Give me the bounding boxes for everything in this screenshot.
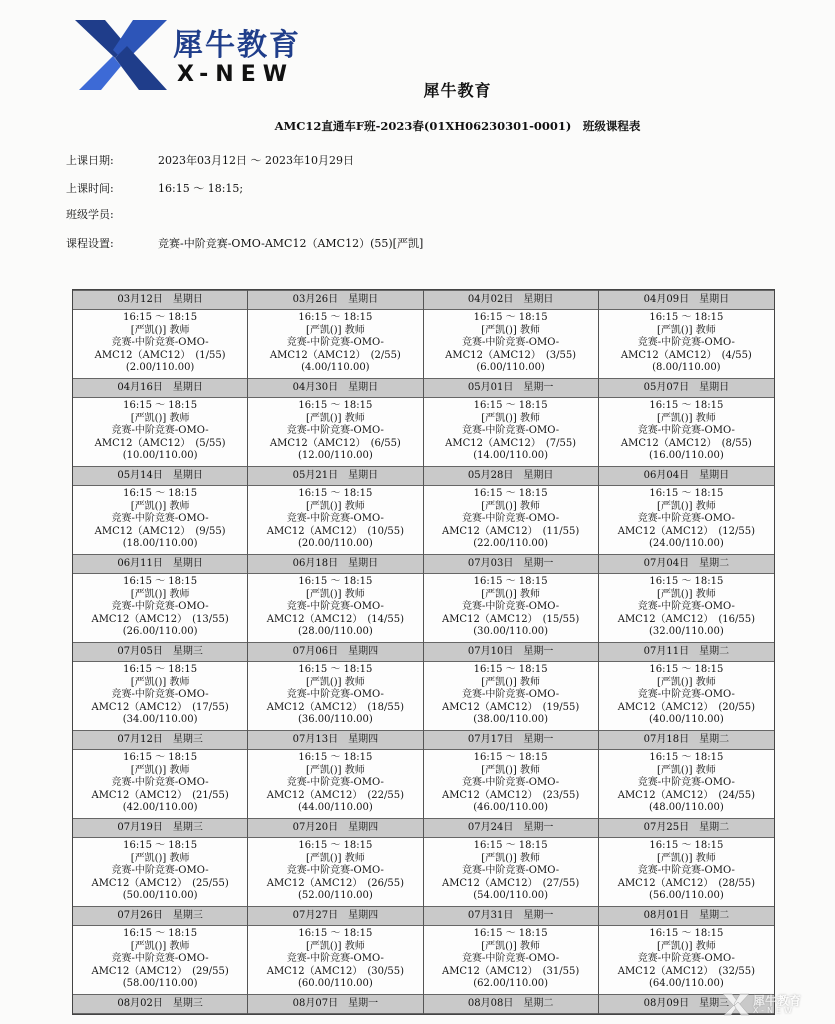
session-date-header: 08月08日 星期二 [424,994,598,1014]
schedule-cell [73,906,248,994]
session-date-header: 06月04日 星期日 [599,466,774,486]
session-lesson: AMC12（AMC12） (3/55) [445,349,577,361]
session-teacher: [严凯()] 教师 [130,764,190,776]
session-time: 16:15 ～ 18:15 [298,576,373,587]
info-label: 班级学员: [66,208,114,221]
session-lesson: AMC12（AMC12） (14/55) [266,613,405,625]
session-course: 竞赛-中阶竞赛-OMO- [286,689,384,700]
session-teacher: [严凯()] 教师 [305,676,365,688]
session-hours: (32.00/110.00) [648,626,724,637]
session-details [424,574,598,642]
info-row-students [66,206,158,222]
session-details [424,926,598,994]
session-course: 竞赛-中阶竞赛-OMO- [111,513,209,524]
session-date-header: 07月03日 星期一 [424,554,598,574]
session-course: 竞赛-中阶竞赛-OMO- [111,865,209,876]
session-time: 16:15 ～ 18:15 [473,576,548,587]
session-teacher: [严凯()] 教师 [656,676,716,688]
session-date-header: 07月05日 星期三 [73,642,247,662]
session-details [248,486,422,554]
session-course: 竞赛-中阶竞赛-OMO- [637,953,735,964]
session-details [73,310,247,378]
session-date-header: 03月12日 星期日 [73,290,247,310]
session-teacher: [严凯()] 教师 [481,852,541,864]
session-teacher: [严凯()] 教师 [305,940,365,952]
session-hours: (12.00/110.00) [297,450,373,461]
session-lesson: AMC12（AMC12） (31/55) [441,965,580,977]
schedule-cell [73,994,248,1014]
schedule-cell [248,290,423,378]
session-details [424,838,598,906]
session-teacher: [严凯()] 教师 [656,500,716,512]
session-time: 16:15 ～ 18:15 [649,312,724,323]
session-course: 竞赛-中阶竞赛-OMO- [111,953,209,964]
session-lesson: AMC12（AMC12） (6/55) [269,437,401,449]
session-lesson: AMC12（AMC12） (23/55) [441,789,580,801]
schedule-cell [599,642,774,730]
session-time: 16:15 ～ 18:15 [298,840,373,851]
session-details [73,574,247,642]
session-date-header: 05月01日 星期一 [424,378,598,398]
session-hours: (28.00/110.00) [297,626,373,637]
schedule-cell [248,642,423,730]
session-date-header: 07月17日 星期一 [424,730,598,750]
session-time: 16:15 ～ 18:15 [473,840,548,851]
schedule-cell [424,378,599,466]
session-course: 竞赛-中阶竞赛-OMO- [286,953,384,964]
session-course: 竞赛-中阶竞赛-OMO- [286,337,384,348]
session-lesson: AMC12（AMC12） (19/55) [441,701,580,713]
session-course: 竞赛-中阶竞赛-OMO- [111,425,209,436]
session-teacher: [严凯()] 教师 [481,676,541,688]
session-time: 16:15 ～ 18:15 [298,400,373,411]
session-date-header: 08月07日 星期一 [248,994,422,1014]
session-details [599,574,774,642]
session-date-header: 08月01日 星期二 [599,906,774,926]
session-teacher: [严凯()] 教师 [305,588,365,600]
session-course: 竞赛-中阶竞赛-OMO- [111,337,209,348]
session-time: 16:15 ～ 18:15 [123,488,198,499]
session-lesson: AMC12（AMC12） (29/55) [91,965,229,977]
session-time: 16:15 ～ 18:15 [298,312,373,323]
session-details [424,750,598,818]
session-date-header: 07月20日 星期四 [248,818,422,838]
schedule-cell [248,818,423,906]
session-teacher: [严凯()] 教师 [305,412,365,424]
session-lesson: AMC12（AMC12） (18/55) [266,701,405,713]
watermark [723,992,823,1018]
session-lesson: AMC12（AMC12） (2/55) [269,349,401,361]
session-time: 16:15 ～ 18:15 [123,928,198,939]
session-teacher: [严凯()] 教师 [305,764,365,776]
session-course: 竞赛-中阶竞赛-OMO- [637,865,735,876]
session-hours: (56.00/110.00) [648,890,724,901]
session-course: 竞赛-中阶竞赛-OMO- [286,777,384,788]
organization-title: 犀牛教育 [423,81,492,100]
session-details [599,398,774,466]
session-time: 16:15 ～ 18:15 [123,664,198,675]
session-hours: (48.00/110.00) [648,802,724,813]
schedule-cell [73,378,248,466]
session-time: 16:15 ～ 18:15 [473,752,548,763]
session-hours: (50.00/110.00) [122,890,198,901]
schedule-cell [424,466,599,554]
session-date-header: 07月10日 星期一 [424,642,598,662]
session-details [599,838,774,906]
session-time: 16:15 ～ 18:15 [123,400,198,411]
session-teacher: [严凯()] 教师 [656,852,716,864]
session-hours: (10.00/110.00) [122,450,198,461]
session-date-header: 07月31日 星期一 [424,906,598,926]
session-time: 16:15 ～ 18:15 [473,488,548,499]
schedule-cell [424,290,599,378]
session-details [73,662,247,730]
session-details [424,486,598,554]
session-hours: (64.00/110.00) [648,978,724,989]
session-course: 竞赛-中阶竞赛-OMO- [637,513,735,524]
session-time: 16:15 ～ 18:15 [123,312,198,323]
session-hours: (52.00/110.00) [297,890,373,901]
session-teacher: [严凯()] 教师 [656,412,716,424]
session-lesson: AMC12（AMC12） (13/55) [91,613,229,625]
session-date-header: 04月09日 星期日 [599,290,774,310]
session-date-header: 07月04日 星期二 [599,554,774,574]
session-date-header: 03月26日 星期日 [248,290,422,310]
schedule-cell [248,906,423,994]
session-teacher: [严凯()] 教师 [305,852,365,864]
session-details [248,310,422,378]
schedule-cell [424,554,599,642]
session-hours: (42.00/110.00) [122,802,198,813]
schedule-cell [424,642,599,730]
session-hours: (30.00/110.00) [473,626,549,637]
session-date-header: 04月02日 星期日 [424,290,598,310]
session-date-header: 06月18日 星期日 [248,554,422,574]
schedule-cell [248,554,423,642]
session-hours: (36.00/110.00) [297,714,373,725]
session-course: 竞赛-中阶竞赛-OMO- [462,601,560,612]
session-time: 16:15 ～ 18:15 [298,664,373,675]
schedule-cell [73,466,248,554]
session-details [248,838,422,906]
session-time: 16:15 ～ 18:15 [649,400,724,411]
info-value: 竞赛-中阶竞赛-OMO-AMC12（AMC12）(55)[严凯] [158,237,424,250]
info-value: 16:15 ～ 18:15; [158,182,244,195]
schedule-cell [599,466,774,554]
session-time: 16:15 ～ 18:15 [649,752,724,763]
session-date-header: 06月11日 星期日 [73,554,247,574]
session-lesson: AMC12（AMC12） (30/55) [266,965,405,977]
session-hours: (44.00/110.00) [297,802,373,813]
session-teacher: [严凯()] 教师 [130,500,190,512]
session-course: 竞赛-中阶竞赛-OMO- [462,953,560,964]
logo-chinese-name: 犀牛教育 [173,28,301,63]
session-lesson: AMC12（AMC12） (11/55) [441,525,580,537]
session-lesson: AMC12（AMC12） (27/55) [441,877,580,889]
session-course: 竞赛-中阶竞赛-OMO- [637,425,735,436]
schedule-cell [599,818,774,906]
session-course: 竞赛-中阶竞赛-OMO- [637,601,735,612]
session-date-header: 07月19日 星期三 [73,818,247,838]
session-details [599,926,774,994]
info-row-time [66,180,243,196]
session-course: 竞赛-中阶竞赛-OMO- [111,777,209,788]
session-date-header: 07月12日 星期三 [73,730,247,750]
session-hours: (16.00/110.00) [648,450,724,461]
info-label: 课程设置: [66,237,114,250]
session-time: 16:15 ～ 18:15 [298,752,373,763]
session-lesson: AMC12（AMC12） (15/55) [441,613,580,625]
session-time: 16:15 ～ 18:15 [649,928,724,939]
session-hours: (38.00/110.00) [473,714,549,725]
session-date-header: 07月24日 星期一 [424,818,598,838]
session-teacher: [严凯()] 教师 [656,940,716,952]
session-course: 竞赛-中阶竞赛-OMO- [637,337,735,348]
session-hours: (34.00/110.00) [122,714,198,725]
session-course: 竞赛-中阶竞赛-OMO- [462,513,560,524]
session-time: 16:15 ～ 18:15 [473,664,548,675]
schedule-cell [73,730,248,818]
session-details [73,926,247,994]
session-date-header: 05月14日 星期日 [73,466,247,486]
session-date-header: 04月16日 星期日 [73,378,247,398]
session-time: 16:15 ～ 18:15 [649,664,724,675]
session-teacher: [严凯()] 教师 [656,588,716,600]
session-course: 竞赛-中阶竞赛-OMO- [286,513,384,524]
session-time: 16:15 ～ 18:15 [298,928,373,939]
session-lesson: AMC12（AMC12） (22/55) [266,789,405,801]
session-course: 竞赛-中阶竞赛-OMO- [637,777,735,788]
session-hours: (62.00/110.00) [473,978,549,989]
info-label: 上课时间: [66,182,114,195]
session-time: 16:15 ～ 18:15 [649,576,724,587]
session-teacher: [严凯()] 教师 [481,500,541,512]
schedule-cell [599,730,774,818]
session-teacher: [严凯()] 教师 [481,764,541,776]
session-course: 竞赛-中阶竞赛-OMO- [637,689,735,700]
schedule-cell [424,730,599,818]
session-lesson: AMC12（AMC12） (1/55) [94,349,226,361]
session-details [424,662,598,730]
session-details [424,310,598,378]
session-time: 16:15 ～ 18:15 [473,400,548,411]
session-teacher: [严凯()] 教师 [130,940,190,952]
session-hours: (8.00/110.00) [652,362,721,373]
info-label: 上课日期: [66,154,114,167]
session-date-header: 07月11日 星期二 [599,642,774,662]
session-details [248,662,422,730]
session-hours: (14.00/110.00) [473,450,549,461]
schedule-cell [248,994,423,1014]
session-course: 竞赛-中阶竞赛-OMO- [462,865,560,876]
schedule-cell [424,818,599,906]
logo-english-name: X-NEW [177,62,295,87]
session-date-header: 04月30日 星期日 [248,378,422,398]
session-hours: (4.00/110.00) [301,362,370,373]
session-hours: (58.00/110.00) [122,978,198,989]
session-details [599,486,774,554]
session-time: 16:15 ～ 18:15 [123,576,198,587]
schedule-cell [248,730,423,818]
session-details [248,398,422,466]
session-hours: (18.00/110.00) [122,538,198,549]
schedule-cell [424,994,599,1014]
schedule-cell [248,378,423,466]
session-details [599,750,774,818]
session-details [248,926,422,994]
session-lesson: AMC12（AMC12） (7/55) [445,437,577,449]
schedule-cell [73,554,248,642]
session-date-header: 07月06日 星期四 [248,642,422,662]
session-teacher: [严凯()] 教师 [130,852,190,864]
session-time: 16:15 ～ 18:15 [649,840,724,851]
session-course: 竞赛-中阶竞赛-OMO- [111,689,209,700]
session-lesson: AMC12（AMC12） (32/55) [617,965,756,977]
session-hours: (46.00/110.00) [473,802,549,813]
info-value: 2023年03月12日 ～ 2023年10月29日 [158,154,354,167]
schedule-cell [73,642,248,730]
session-teacher: [严凯()] 教师 [130,676,190,688]
session-details [248,574,422,642]
session-details [73,750,247,818]
session-hours: (26.00/110.00) [122,626,198,637]
info-row-course [66,235,423,251]
schedule-table [72,289,775,1015]
session-teacher: [严凯()] 教师 [305,500,365,512]
session-lesson: AMC12（AMC12） (9/55) [94,525,226,537]
session-course: 竞赛-中阶竞赛-OMO- [462,425,560,436]
session-lesson: AMC12（AMC12） (26/55) [266,877,405,889]
schedule-cell [599,290,774,378]
session-lesson: AMC12（AMC12） (28/55) [617,877,756,889]
session-details [599,662,774,730]
session-lesson: AMC12（AMC12） (10/55) [266,525,405,537]
session-time: 16:15 ～ 18:15 [123,752,198,763]
session-date-header: 07月26日 星期三 [73,906,247,926]
session-lesson: AMC12（AMC12） (5/55) [94,437,226,449]
session-hours: (22.00/110.00) [473,538,549,549]
watermark-subtext: X-NEW [753,1006,795,1015]
session-details [599,310,774,378]
session-lesson: AMC12（AMC12） (4/55) [620,349,752,361]
session-teacher: [严凯()] 教师 [130,324,190,336]
session-details [73,838,247,906]
session-lesson: AMC12（AMC12） (12/55) [617,525,756,537]
session-details [248,750,422,818]
session-teacher: [严凯()] 教师 [130,588,190,600]
session-lesson: AMC12（AMC12） (17/55) [91,701,229,713]
session-course: 竞赛-中阶竞赛-OMO- [462,337,560,348]
schedule-cell [73,290,248,378]
session-date-header: 08月02日 星期三 [73,994,247,1014]
session-course: 竞赛-中阶竞赛-OMO- [286,601,384,612]
session-hours: (6.00/110.00) [476,362,545,373]
schedule-cell [599,906,774,994]
session-hours: (40.00/110.00) [648,714,724,725]
session-hours: (24.00/110.00) [648,538,724,549]
schedule-cell [599,378,774,466]
session-teacher: [严凯()] 教师 [481,588,541,600]
session-date-header: 07月27日 星期四 [248,906,422,926]
session-teacher: [严凯()] 教师 [656,324,716,336]
session-teacher: [严凯()] 教师 [481,324,541,336]
schedule-cell [73,818,248,906]
session-course: 竞赛-中阶竞赛-OMO- [286,425,384,436]
session-date-header: 07月18日 星期二 [599,730,774,750]
session-time: 16:15 ～ 18:15 [473,928,548,939]
session-teacher: [严凯()] 教师 [481,412,541,424]
session-teacher: [严凯()] 教师 [130,412,190,424]
session-hours: (20.00/110.00) [297,538,373,549]
session-course: 竞赛-中阶竞赛-OMO- [111,601,209,612]
session-time: 16:15 ～ 18:15 [298,488,373,499]
session-date-header: 08月09日 星期三 [599,994,774,1014]
session-details [73,486,247,554]
session-date-header: 05月28日 星期日 [424,466,598,486]
session-date-header: 07月13日 星期四 [248,730,422,750]
session-teacher: [严凯()] 教师 [656,764,716,776]
session-hours: (60.00/110.00) [297,978,373,989]
session-course: 竞赛-中阶竞赛-OMO- [462,777,560,788]
session-date-header: 07月25日 星期二 [599,818,774,838]
session-lesson: AMC12（AMC12） (24/55) [617,789,756,801]
session-lesson: AMC12（AMC12） (21/55) [91,789,229,801]
session-teacher: [严凯()] 教师 [305,324,365,336]
session-date-header: 05月21日 星期日 [248,466,422,486]
session-lesson: AMC12（AMC12） (8/55) [620,437,752,449]
watermark-text: 犀牛教育 [753,994,802,1008]
session-hours: (54.00/110.00) [473,890,549,901]
session-lesson: AMC12（AMC12） (25/55) [91,877,229,889]
schedule-cell [424,906,599,994]
session-hours: (2.00/110.00) [125,362,195,373]
schedule-cell [599,554,774,642]
info-row-date [66,152,354,168]
session-time: 16:15 ～ 18:15 [473,312,548,323]
session-course: 竞赛-中阶竞赛-OMO- [462,689,560,700]
session-lesson: AMC12（AMC12） (20/55) [617,701,756,713]
document-title: AMC12直通车F班-2023春(01XH06230301-0001) 班级课程表 [274,119,641,133]
session-time: 16:15 ～ 18:15 [649,488,724,499]
session-lesson: AMC12（AMC12） (16/55) [617,613,756,625]
watermark-logo-icon [723,992,749,1016]
schedule-cell [248,466,423,554]
session-time: 16:15 ～ 18:15 [123,840,198,851]
session-date-header: 05月07日 星期日 [599,378,774,398]
session-teacher: [严凯()] 教师 [481,940,541,952]
session-course: 竞赛-中阶竞赛-OMO- [286,865,384,876]
session-details [424,398,598,466]
session-details [73,398,247,466]
